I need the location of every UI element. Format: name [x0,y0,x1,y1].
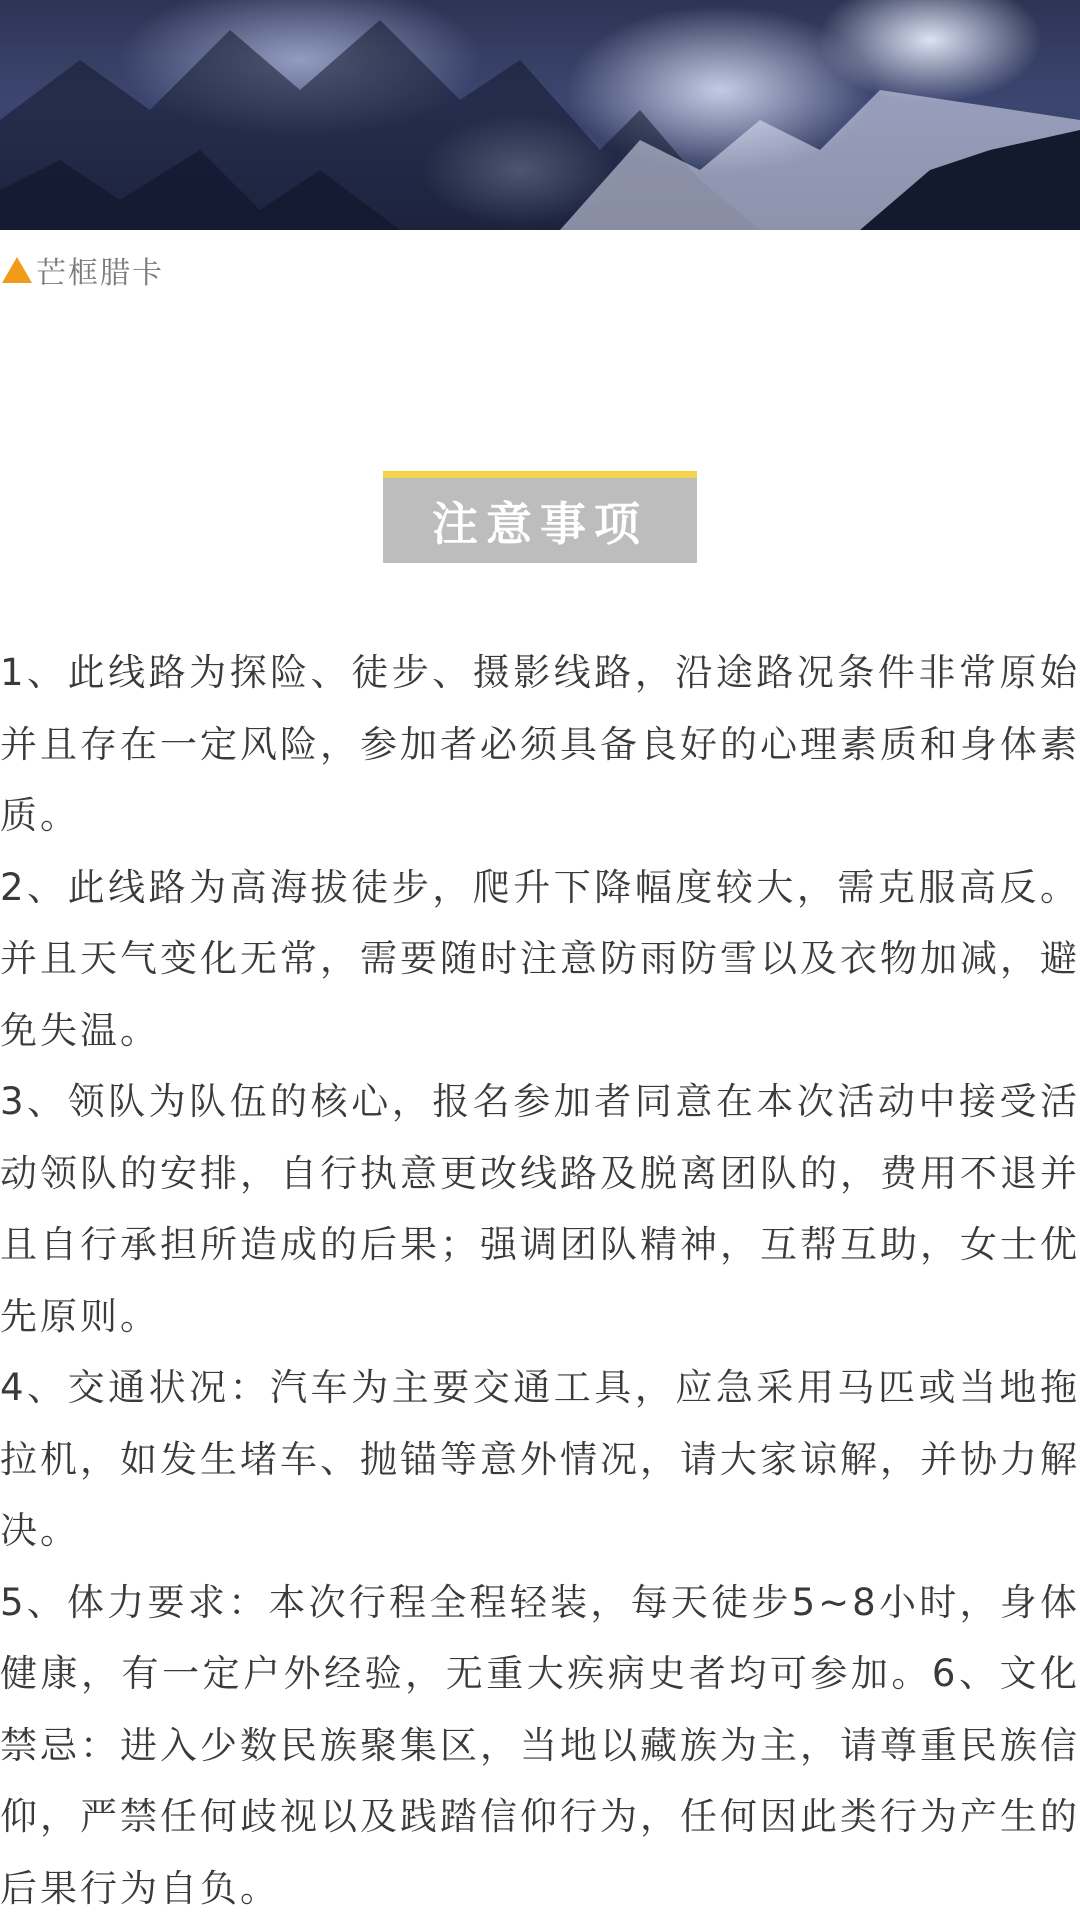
caption-text: 芒框腊卡 [36,256,164,291]
note-item: 4、交通状况：汽车为主要交通工具，应急采用马匹或当地拖拉机，如发生堵车、抛锚等意外情况，请大家谅解，并协力解决。 [0,1366,1080,1552]
photo-caption [0,248,164,292]
note-item: 3、领队为队伍的核心，报名参加者同意在本次活动中接受活动领队的安排，自行执意更改线路及脱离团队的，费用不退并且自行承担所造成的后果；强调团队精神，互帮互助，女士优先原则。 [0,1080,1080,1338]
triangle-marker-icon [2,257,32,283]
note-item: 2、此线路为高海拔徒步，爬升下降幅度较大，需克服高反。并且天气变化无常，需要随时注意防雨防雪以及衣物加减，避免失温。 [0,865,1080,1052]
mountain-ridges [0,0,1080,230]
mountain-photo [0,0,1080,230]
notes-list [0,637,1080,1920]
note-item: 5、体力要求：本次行程全程轻装，每天徒步5~8小时，身体健康，有一定户外经验，无重大疾病史者均可参加。6、文化禁忌：进入少数民族聚集区，当地以藏族为主，请尊重民族信仰，严禁任何歧视以及践踏信仰行为，任何因此类行为产生的后果行为自负。 [0,1580,1080,1910]
section-title: 注意事项 [383,471,697,563]
note-item: 1、此线路为探险、徒步、摄影线路，沿途路况条件非常原始并且存在一定风险，参加者必须具备良好的心理素质和身体素质。 [0,651,1080,837]
